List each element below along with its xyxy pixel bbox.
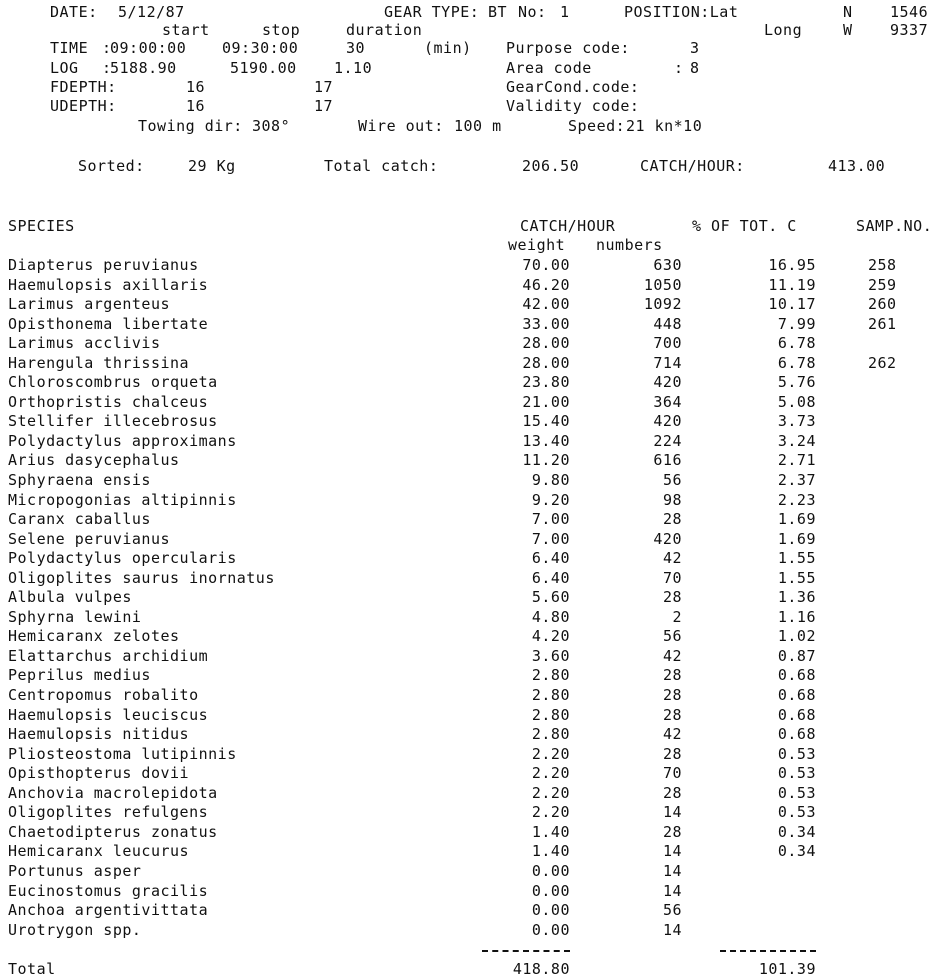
date-value: 5/12/87 [118,3,185,21]
species-name: Polydactylus approximans [8,431,237,450]
pct-value: 0.87 [777,646,816,665]
pct-value: 0.53 [777,764,816,783]
species-name: Chloroscombrus orqueta [8,373,218,392]
catch-hour-column-header: CATCH/HOUR [520,217,616,235]
numbers-subheader: numbers [596,236,663,254]
table-row [0,902,950,922]
samp-no-column-header: SAMP.NO. [856,217,933,235]
pct-value: 2.71 [777,451,816,470]
pct-value: 0.68 [777,705,816,724]
species-column-header: SPECIES [8,217,75,235]
pct-value: 0.68 [777,666,816,685]
col-duration-label: duration [346,21,423,39]
gear-no-value: 1 [560,3,570,21]
pct-value: 6.78 [777,334,816,353]
weight-value: 28.00 [522,353,570,372]
time-unit: (min) [424,39,472,57]
catch-hour-value: 413.00 [828,157,886,175]
species-name: Micropogonias altipinnis [8,490,237,509]
pct-value: 6.78 [777,353,816,372]
numbers-value: 14 [662,861,682,880]
weight-value: 2.20 [531,764,570,783]
towing-dir-value: 308° [252,117,291,135]
purpose-code-value: 3 [690,39,700,57]
numbers-value: 224 [653,431,682,450]
pct-value: 1.69 [777,529,816,548]
area-code-value: 8 [690,59,700,77]
species-name: Arius dasycephalus [8,451,180,470]
weight-value: 5.60 [531,588,570,607]
pct-value: 5.76 [777,373,816,392]
weight-value: 2.20 [531,744,570,763]
table-row [0,257,950,277]
pct-value: 2.37 [777,471,816,490]
numbers-value: 70 [662,764,682,783]
pct-value: 10.17 [768,295,816,314]
weight-value: 7.00 [531,510,570,529]
numbers-value: 616 [653,451,682,470]
table-row [0,335,950,355]
numbers-value: 98 [662,490,682,509]
table-row [0,648,950,668]
numbers-value: 448 [653,314,682,333]
pct-value: 11.19 [768,275,816,294]
weight-value: 70.00 [522,256,570,274]
wire-out-label: Wire out: [358,117,444,135]
gear-no-label: No: [518,3,547,21]
long-label: Long [764,21,803,39]
pct-value: 0.34 [777,842,816,861]
weight-value: 2.80 [531,705,570,724]
samp-no-value: 259 [868,275,897,294]
table-row [0,843,950,863]
table-row [0,707,950,727]
numbers-value: 714 [653,353,682,372]
pct-value: 5.08 [777,392,816,411]
table-row [0,511,950,531]
samp-no-value: 260 [868,295,897,314]
species-name: Opisthopterus dovii [8,764,190,783]
table-row [0,746,950,766]
total-catch-label: Total catch: [324,157,439,175]
table-row [0,883,950,903]
table-row [0,785,950,805]
table-row [0,589,950,609]
lat-value: 1546 [890,3,929,21]
pct-value: 1.36 [777,588,816,607]
table-row [0,374,950,394]
numbers-value: 14 [662,881,682,900]
udepth-stop: 17 [314,97,334,115]
table-row [0,804,950,824]
table-row [0,667,950,687]
species-name: Eucinostomus gracilis [8,881,209,900]
species-name: Elattarchus archidium [8,646,209,665]
pct-value: 0.53 [777,803,816,822]
pct-value: 16.95 [768,256,816,274]
fdepth-label: FDEPTH: [50,78,117,96]
numbers-value: 700 [653,334,682,353]
species-name: Anchoa argentivittata [8,901,209,920]
numbers-value: 70 [662,568,682,587]
numbers-value: 28 [662,822,682,841]
numbers-value: 1050 [643,275,682,294]
species-name: Sphyrna lewini [8,607,142,626]
species-name: Haemulopsis axillaris [8,275,209,294]
total-label: Total [8,960,56,978]
table-row [0,316,950,336]
weight-value: 42.00 [522,295,570,314]
pct-total-separator [720,950,816,952]
species-name: Larimus argenteus [8,295,171,314]
species-name: Albula vulpes [8,588,132,607]
area-code-colon: : [674,59,684,77]
table-row [0,355,950,375]
species-name: Oligoplites saurus inornatus [8,568,275,587]
numbers-value: 56 [662,627,682,646]
numbers-value: 28 [662,783,682,802]
log-stop: 5190.00 [230,59,297,77]
weight-value: 6.40 [531,568,570,587]
table-row [0,531,950,551]
weight-value: 1.40 [531,822,570,841]
pct-value: 0.68 [777,686,816,705]
species-name: Stellifer illecebrosus [8,412,218,431]
numbers-value: 28 [662,666,682,685]
pct-value: 1.55 [777,568,816,587]
fdepth-start: 16 [186,78,206,96]
species-name: Selene peruvianus [8,529,171,548]
numbers-value: 2 [672,607,682,626]
pct-value: 1.55 [777,549,816,568]
gear-type-value: BT [488,3,508,21]
pct-total-column-header: % OF TOT. C [692,217,797,235]
pct-value: 1.69 [777,510,816,529]
weight-value: 9.80 [531,471,570,490]
table-row [0,922,950,942]
numbers-value: 14 [662,803,682,822]
weight-value: 0.00 [531,920,570,939]
weight-value: 2.20 [531,783,570,802]
pct-value: 0.68 [777,725,816,744]
numbers-value: 28 [662,588,682,607]
weight-value: 0.00 [531,861,570,880]
numbers-value: 28 [662,686,682,705]
table-row [0,472,950,492]
species-table-body [0,257,950,941]
species-name: Anchovia macrolepidota [8,783,218,802]
udepth-label: UDEPTH: [50,97,117,115]
sorted-label: Sorted: [78,157,145,175]
numbers-value: 28 [662,744,682,763]
numbers-value: 56 [662,901,682,920]
weight-value: 2.80 [531,725,570,744]
pct-value: 0.53 [777,744,816,763]
time-stop: 09:30:00 [222,39,299,57]
long-hemisphere: W [843,21,853,39]
weight-value: 4.20 [531,627,570,646]
table-row [0,687,950,707]
wire-out-value: 100 m [454,117,502,135]
species-name: Pliosteostoma lutipinnis [8,744,237,763]
weight-value: 1.40 [531,842,570,861]
species-name: Sphyraena ensis [8,471,151,490]
numbers-value: 14 [662,842,682,861]
pct-value: 3.24 [777,431,816,450]
lat-hemisphere: N [843,3,853,21]
numbers-value: 28 [662,510,682,529]
numbers-value: 56 [662,471,682,490]
validity-code-label: Validity code: [506,97,640,115]
purpose-code-label: Purpose code: [506,39,630,57]
gearcond-code-label: GearCond.code: [506,78,640,96]
col-stop-label: stop [262,21,301,39]
species-name: Urotrygon spp. [8,920,142,939]
weight-value: 21.00 [522,392,570,411]
numbers-value: 420 [653,529,682,548]
species-name: Chaetodipterus zonatus [8,822,218,841]
species-name: Caranx caballus [8,510,151,529]
numbers-value: 420 [653,412,682,431]
species-name: Harengula thrissina [8,353,190,372]
table-row [0,863,950,883]
weight-value: 2.20 [531,803,570,822]
table-row [0,452,950,472]
numbers-value: 14 [662,920,682,939]
species-name: Peprilus medius [8,666,151,685]
total-catch-value: 206.50 [522,157,580,175]
table-row [0,765,950,785]
fdepth-stop: 17 [314,78,334,96]
species-name: Opisthonema libertate [8,314,209,333]
numbers-value: 42 [662,725,682,744]
weight-value: 0.00 [531,881,570,900]
total-weight: 418.80 [512,960,570,978]
weight-value: 2.80 [531,686,570,705]
numbers-value: 364 [653,392,682,411]
log-label: LOG [50,59,79,77]
species-name: Hemicaranx zelotes [8,627,180,646]
weight-value: 23.80 [522,373,570,392]
date-label: DATE: [50,3,98,21]
table-row [0,492,950,512]
samp-no-value: 262 [868,353,897,372]
pct-value: 0.53 [777,783,816,802]
log-duration: 1.10 [334,59,373,77]
log-start: 5188.90 [110,59,177,77]
weight-value: 9.20 [531,490,570,509]
weight-value: 6.40 [531,549,570,568]
table-row [0,570,950,590]
species-name: Hemicaranx leucurus [8,842,190,861]
species-name: Orthopristis chalceus [8,392,209,411]
numbers-value: 1092 [643,295,682,314]
table-row [0,277,950,297]
weight-value: 28.00 [522,334,570,353]
species-name: Diapterus peruvianus [8,256,199,274]
table-row [0,824,950,844]
samp-no-value: 261 [868,314,897,333]
speed-label: Speed: [568,117,626,135]
species-name: Haemulopsis nitidus [8,725,190,744]
species-name: Centropomus robalito [8,686,199,705]
weight-value: 7.00 [531,529,570,548]
numbers-value: 28 [662,705,682,724]
table-row [0,550,950,570]
species-name: Polydactylus opercularis [8,549,237,568]
time-colon: : [102,39,112,57]
time-start: 09:00:00 [110,39,187,57]
log-colon: : [102,59,112,77]
weight-value: 0.00 [531,901,570,920]
weight-value: 11.20 [522,451,570,470]
udepth-start: 16 [186,97,206,115]
table-row [0,433,950,453]
pct-value: 7.99 [777,314,816,333]
weight-total-separator [482,950,570,952]
time-duration: 30 [346,39,366,57]
area-code-label: Area code [506,59,592,77]
towing-dir-label: Towing dir: [138,117,243,135]
numbers-value: 42 [662,549,682,568]
table-row [0,726,950,746]
sorted-value: 29 Kg [188,157,236,175]
weight-value: 15.40 [522,412,570,431]
table-row [0,609,950,629]
weight-value: 33.00 [522,314,570,333]
pct-value: 1.16 [777,607,816,626]
col-start-label: start [162,21,210,39]
numbers-value: 42 [662,646,682,665]
total-pct: 101.39 [758,960,816,978]
species-name: Oligoplites refulgens [8,803,209,822]
table-row [0,296,950,316]
table-row [0,413,950,433]
species-name: Larimus acclivis [8,334,161,353]
pct-value: 3.73 [777,412,816,431]
pct-value: 1.02 [777,627,816,646]
catch-hour-label: CATCH/HOUR: [640,157,745,175]
samp-no-value: 258 [868,256,897,274]
pct-value: 2.23 [777,490,816,509]
table-row [0,394,950,414]
weight-subheader: weight [508,236,566,254]
weight-value: 46.20 [522,275,570,294]
pct-value: 0.34 [777,822,816,841]
gear-type-label: GEAR TYPE: [384,3,480,21]
numbers-value: 420 [653,373,682,392]
speed-value: 21 kn*10 [626,117,703,135]
weight-value: 13.40 [522,431,570,450]
weight-value: 2.80 [531,666,570,685]
long-value: 9337 [890,21,929,39]
table-row [0,628,950,648]
weight-value: 3.60 [531,646,570,665]
numbers-value: 630 [653,256,682,274]
species-name: Haemulopsis leuciscus [8,705,209,724]
species-name: Portunus asper [8,861,142,880]
weight-value: 4.80 [531,607,570,626]
time-label: TIME [50,39,89,57]
position-lat-label: POSITION:Lat [624,3,739,21]
